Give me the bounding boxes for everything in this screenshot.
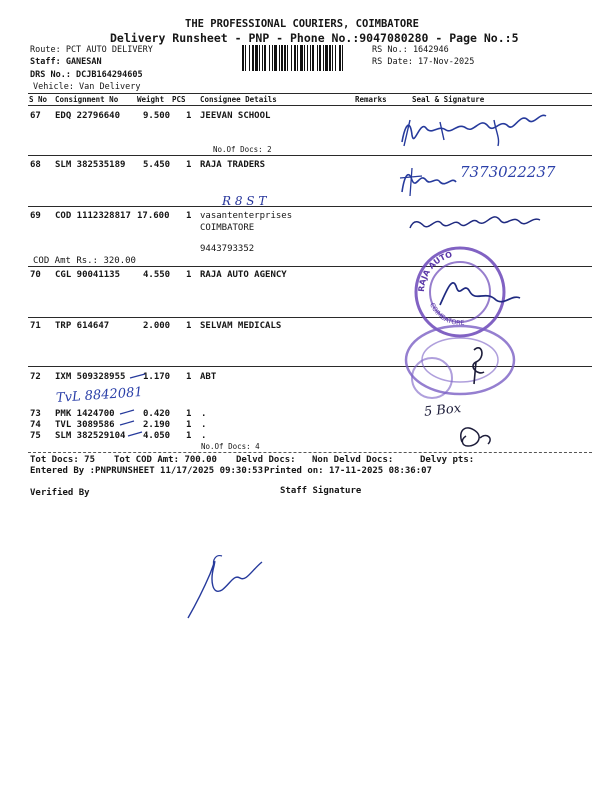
row-weight: 4.550 bbox=[143, 270, 171, 280]
signature bbox=[410, 217, 540, 228]
barcode-bar bbox=[279, 45, 280, 71]
row-consignee-city: COIMBATORE bbox=[200, 223, 255, 233]
row-pcs: 1 bbox=[186, 111, 192, 121]
signature bbox=[213, 556, 222, 566]
row-consignee: JEEVAN SCHOOL bbox=[200, 111, 271, 121]
col-sno: S No bbox=[29, 95, 48, 104]
stamp bbox=[406, 326, 514, 398]
handwritten-phone: 7373022237 bbox=[460, 163, 556, 181]
barcode-bar bbox=[242, 45, 244, 71]
barcode-bar bbox=[264, 45, 266, 71]
barcode-bar bbox=[284, 45, 286, 71]
col-remarks: Remarks bbox=[355, 95, 387, 104]
barcode-bar bbox=[310, 45, 311, 71]
barcode-bar bbox=[294, 45, 296, 71]
barcode-bar bbox=[249, 45, 250, 71]
signature bbox=[404, 120, 499, 146]
handwritten-note: R 8 S T bbox=[222, 194, 267, 208]
barcode-bar bbox=[245, 45, 246, 71]
row-pcs: 1 bbox=[186, 420, 192, 430]
row-consignment: TRP 614647 bbox=[55, 321, 110, 331]
row-consignee: vasantenterprises bbox=[200, 211, 293, 221]
row-divider bbox=[28, 155, 592, 156]
total-cod-amount: Tot COD Amt: 700.00 bbox=[114, 455, 217, 465]
barcode-bar bbox=[307, 45, 308, 71]
row-consignment: SLM 382535189 bbox=[55, 160, 126, 170]
barcode-bar bbox=[269, 45, 270, 71]
row-pcs: 1 bbox=[186, 431, 192, 441]
barcode-bar bbox=[317, 45, 318, 71]
barcode-bar bbox=[335, 45, 336, 71]
row-consignment: TVL 3089586 bbox=[55, 420, 115, 430]
stamp bbox=[416, 248, 504, 336]
row-weight: 9.500 bbox=[143, 111, 171, 121]
total-docs: Tot Docs: 75 bbox=[30, 455, 96, 465]
row-pcs: 1 bbox=[186, 409, 192, 419]
row-pcs: 1 bbox=[186, 270, 192, 280]
barcode-bar bbox=[332, 45, 333, 71]
drs-number: DRS No.: DCJB164294605 bbox=[30, 70, 143, 80]
row-cod-amount: COD Amt Rs.: 320.00 bbox=[33, 256, 136, 266]
row-consignment: CGL 90041135 bbox=[55, 270, 121, 280]
signature bbox=[188, 561, 262, 618]
row-consignee: . bbox=[201, 409, 207, 419]
row-sno: 74 bbox=[30, 420, 41, 430]
barcode-bar bbox=[255, 45, 258, 71]
row-sno: 75 bbox=[30, 431, 41, 441]
row-consignment: SLM 382529104 bbox=[55, 431, 126, 441]
stamp-city: COIMBATORE bbox=[428, 301, 465, 327]
row-consignment: IXM 509328955 bbox=[55, 372, 126, 382]
row-consignee: RAJA TRADERS bbox=[200, 160, 266, 170]
barcode-bar bbox=[274, 45, 277, 71]
rs-number: RS No.: 1642946 bbox=[372, 45, 449, 55]
row-consignee: . bbox=[201, 431, 207, 441]
staff-signature-label: Staff Signature bbox=[280, 486, 362, 496]
row-sno: 69 bbox=[30, 211, 41, 221]
row-pcs: 1 bbox=[186, 321, 192, 331]
row-sno: 71 bbox=[30, 321, 41, 331]
signature bbox=[400, 168, 422, 196]
checkmark bbox=[120, 421, 134, 425]
row-sno: 70 bbox=[30, 270, 41, 280]
col-seal: Seal & Signature bbox=[412, 95, 485, 104]
row-pcs: 1 bbox=[186, 372, 192, 382]
row-consignment: COD 1112328817 bbox=[55, 211, 131, 221]
row-sno: 68 bbox=[30, 160, 41, 170]
row-consignee: SELVAM MEDICALS bbox=[200, 321, 282, 331]
barcode-bar bbox=[323, 45, 324, 71]
handwritten-note: TvL 8842081 bbox=[55, 384, 144, 407]
company-name: THE PROFESSIONAL COURIERS, COIMBATORE bbox=[185, 18, 419, 30]
row-weight: 4.050 bbox=[143, 431, 171, 441]
row-weight: 2.000 bbox=[143, 321, 171, 331]
staff: Staff: GANESAN bbox=[30, 57, 102, 67]
barcode-bar bbox=[342, 45, 343, 71]
col-weight: Weight bbox=[137, 95, 165, 104]
header-rule-bottom bbox=[28, 105, 592, 106]
row-consignment: PMK 1424700 bbox=[55, 409, 115, 419]
row-sno: 67 bbox=[30, 111, 41, 121]
row-pcs: 1 bbox=[186, 160, 192, 170]
barcode-bar bbox=[339, 45, 341, 71]
signature bbox=[461, 428, 490, 446]
barcode-bar bbox=[259, 45, 260, 71]
row-weight: 0.420 bbox=[143, 409, 171, 419]
barcode-bar bbox=[312, 45, 314, 71]
non-delivered-docs: Non Delvd Docs: bbox=[312, 455, 394, 465]
row-consignee: . bbox=[201, 420, 207, 430]
barcode-bar bbox=[325, 45, 328, 71]
barcode-bar bbox=[287, 45, 288, 71]
row-divider bbox=[28, 366, 592, 367]
barcode-bar bbox=[329, 45, 331, 71]
delivery-points: Delvy pts: bbox=[420, 455, 475, 465]
signature bbox=[402, 115, 546, 142]
printed-on: Printed on: 17-11-2025 08:36:07 bbox=[264, 466, 432, 476]
row-docs-count: No.Of Docs: 2 bbox=[213, 145, 272, 154]
entered-by: Entered By :PNPRUNSHEET 11/17/2025 09:30:53 bbox=[30, 466, 263, 476]
row-weight: 5.450 bbox=[143, 160, 171, 170]
row-pcs: 1 bbox=[186, 211, 192, 221]
verified-by-label: Verified By bbox=[30, 488, 90, 498]
rs-date: RS Date: 17-Nov-2025 bbox=[372, 57, 475, 67]
row-consignment: EDQ 22796640 bbox=[55, 111, 121, 121]
row-consignee-phone: 9443793352 bbox=[200, 244, 255, 254]
row-divider bbox=[28, 266, 592, 267]
col-consignment: Consignment No bbox=[55, 95, 119, 104]
row-weight: 2.190 bbox=[143, 420, 171, 430]
vehicle: Vehicle: Van Delivery bbox=[33, 82, 141, 92]
runsheet-title: Delivery Runsheet - PNP - Phone No.:9047080280 - Page No.:5 bbox=[110, 31, 519, 45]
route: Route: PCT AUTO DELIVERY bbox=[30, 45, 153, 55]
col-pcs: PCS bbox=[172, 95, 186, 104]
barcode-bar bbox=[300, 45, 303, 71]
row-consignee: RAJA AUTO AGENCY bbox=[200, 270, 287, 280]
row-consignee: ABT bbox=[200, 372, 217, 382]
delivered-docs: Delvd Docs: bbox=[236, 455, 296, 465]
signature bbox=[402, 175, 456, 192]
barcode-bar bbox=[281, 45, 283, 71]
row-docs-count: No.Of Docs: 4 bbox=[201, 442, 260, 451]
row-divider bbox=[28, 317, 592, 318]
barcode-bar bbox=[262, 45, 263, 71]
row-weight: 1.170 bbox=[143, 372, 171, 382]
barcode-bar bbox=[304, 45, 305, 71]
checkmark bbox=[120, 410, 134, 414]
row-divider bbox=[28, 206, 592, 207]
col-consignee: Consignee Details bbox=[200, 95, 277, 104]
footer-rule bbox=[28, 452, 592, 453]
barcode-bar bbox=[297, 45, 298, 71]
header-rule-top bbox=[28, 93, 592, 94]
checkmark bbox=[128, 432, 142, 436]
barcode-bar bbox=[319, 45, 321, 71]
barcode-bar bbox=[252, 45, 254, 71]
row-weight: 17.600 bbox=[137, 211, 170, 221]
barcode-bar bbox=[272, 45, 273, 71]
row-sno: 72 bbox=[30, 372, 41, 382]
signature bbox=[440, 283, 520, 305]
row-sno: 73 bbox=[30, 409, 41, 419]
stamp-text: RAJA AUTO bbox=[416, 249, 454, 293]
handwritten-note: 5 Box bbox=[423, 401, 462, 420]
barcode-bar bbox=[291, 45, 292, 71]
